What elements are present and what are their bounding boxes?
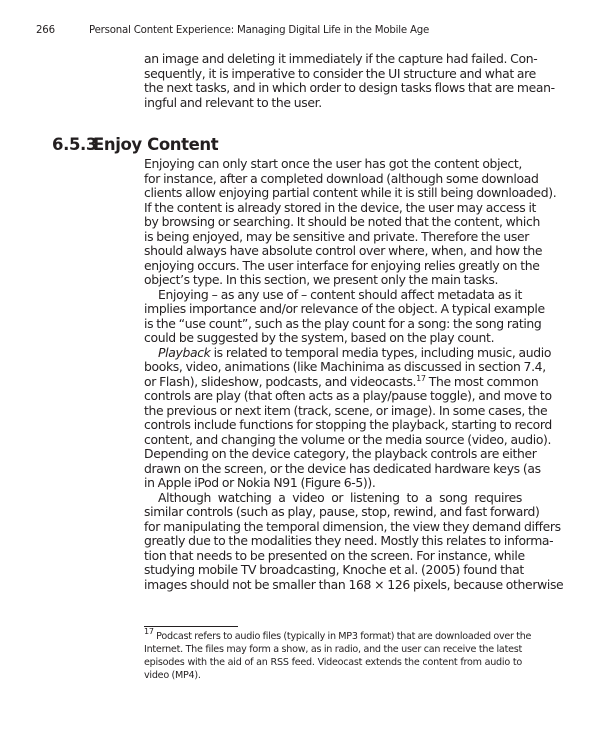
text-line: implies importance and/or relevance of the object. A typical example <box>144 301 545 316</box>
text-line: sequently, it is imperative to consider the UI structure and what are <box>144 65 536 81</box>
emphasis-text: Playback <box>158 344 211 360</box>
text-line: studying mobile TV broadcasting, Knoche et al. (2005) found that <box>144 562 524 577</box>
text-line: the previous or next item (track, scene, or image). In some cases, the <box>144 402 548 418</box>
text-line <box>144 627 532 643</box>
intro-paragraph <box>144 51 555 110</box>
text-line: ingful and relevant to the user. <box>144 94 322 110</box>
paragraph <box>144 156 557 288</box>
text-line: books, video, animations (like Machinima as discussed in section 7.4, <box>144 359 546 374</box>
text-line: Enjoying can only start once the user has got the content object, <box>144 156 522 171</box>
text-line: If the content is already stored in the device, the user may access it <box>144 199 537 215</box>
text-line: video (MP4). <box>144 670 201 681</box>
text-line: for instance, after a completed download (although some download <box>144 170 539 186</box>
text-segment: The most common <box>425 373 539 389</box>
paragraph <box>144 344 552 491</box>
text-line: similar controls (such as play, pause, stop, rewind, and fast forward) <box>144 504 540 519</box>
text-line: object’s type. In this section, we present only the main tasks. <box>144 272 499 287</box>
text-line <box>144 344 552 361</box>
text-line: Internet. The files may form a show, as in radio, and the user can receive the latest <box>144 644 522 655</box>
text-line: images should not be smaller than 168 × 126 pixels, because otherwise <box>144 576 564 592</box>
text-line: could be suggested by the system, based on the play count. <box>144 330 495 345</box>
text-line: for manipulating the temporal dimension, the view they demand differs <box>144 518 561 534</box>
text-line: controls include functions for stopping the playback, starting to record <box>144 417 552 432</box>
text-line: content, and changing the volume or the media source (video, audio). <box>144 431 552 447</box>
paragraph <box>144 286 545 346</box>
text-line: is the “use count”, such as the play count for a song: the song rating <box>144 315 542 331</box>
text-line: should always have absolute control over where, when, and how the <box>144 243 543 258</box>
paragraph <box>144 489 564 593</box>
text-line: tion that needs to be presented on the screen. For instance, while <box>144 547 525 563</box>
running-title: Personal Content Experience: Managing Digital Life in the Mobile Age <box>89 25 430 36</box>
text-line <box>144 373 539 390</box>
section-body <box>144 156 564 592</box>
text-line: clients allow enjoying partial content while it is still being downloaded). <box>144 185 557 200</box>
text-line: an image and deleting it immediately if the capture had failed. Con- <box>144 51 538 66</box>
text-line: episodes with the aid of an RSS feed. Videocast extends the content from audio to <box>144 657 522 668</box>
section-number: 6.5.3 <box>52 135 97 154</box>
text-segment: or Flash), slideshow, podcasts, and videocasts. <box>144 373 417 389</box>
page-number: 266 <box>36 25 55 36</box>
text-line: drawn on the screen, or the device has dedicated hardware keys (as <box>144 460 541 476</box>
text-line: enjoying occurs. The user interface for enjoying relies greatly on the <box>144 257 540 273</box>
text-segment: is related to temporal media types, including music, audio <box>210 344 552 360</box>
text-line: controls are play (that often acts as a play/pause toggle), and move to <box>144 388 552 403</box>
section-title: Enjoy Content <box>93 135 219 154</box>
text-line: is being enjoyed, may be sensitive and private. Therefore the user <box>144 228 529 244</box>
text-line: in Apple iPod or Nokia N91 (Figure 6-5)). <box>144 475 376 490</box>
text-segment: Podcast refers to audio files (typically in MP3 format) that are downloaded over the <box>153 631 532 642</box>
text-line: by browsing or searching. It should be noted that the content, which <box>144 214 540 229</box>
footnote-divider <box>144 626 238 627</box>
text-line: Depending on the device category, the playback controls are either <box>144 446 537 461</box>
section-heading <box>52 135 218 154</box>
footnote-marker: 17 <box>144 627 154 636</box>
text-line: Enjoying – as any use of – content should affect metadata as it <box>158 286 522 302</box>
text-line: greatly due to the modalities they need. Mostly this relates to informa- <box>144 533 554 548</box>
text-line: the next tasks, and in which order to design tasks flows that are mean- <box>144 80 555 95</box>
footnote-marker: 17 <box>416 373 426 383</box>
footnote <box>144 627 532 682</box>
text-line: Although watching a video or listening to a song requires <box>158 489 522 505</box>
